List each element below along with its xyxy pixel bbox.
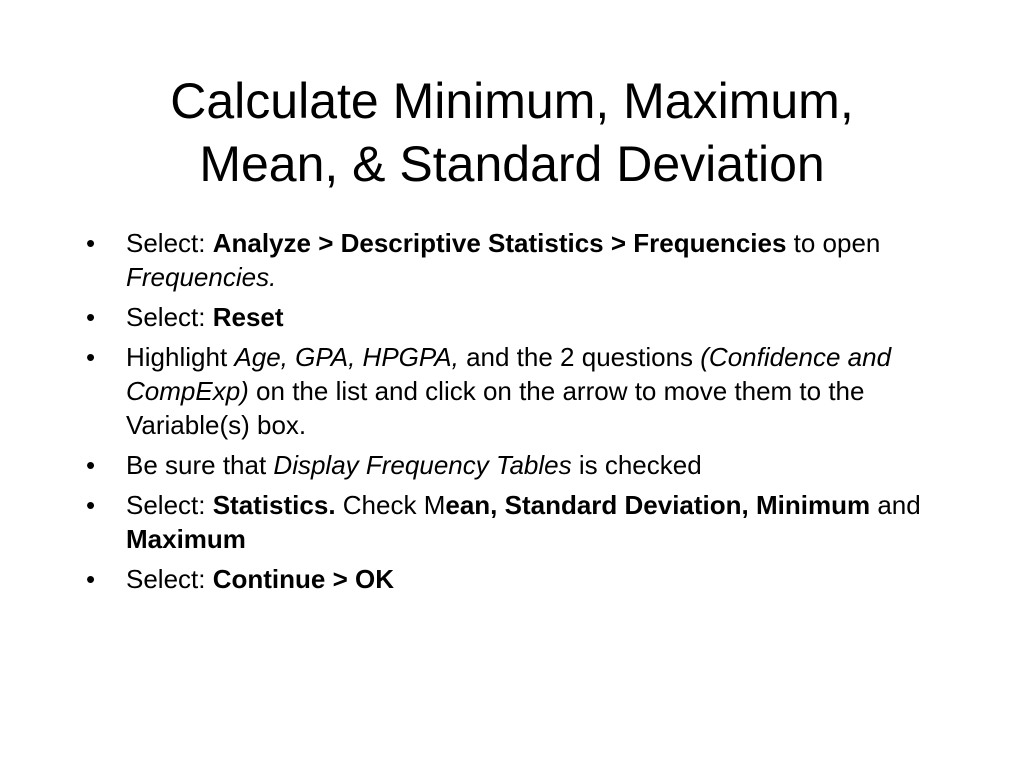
bullet-dot-icon: •	[86, 302, 96, 332]
bullet-text-segment: ean, Standard Deviation, Minimum	[445, 490, 871, 520]
bullet-text	[126, 302, 284, 332]
bullet-text-segment: Analyze > Descriptive Statistics > Frequencies	[212, 228, 787, 258]
bullet-text-segment: Age, GPA, HPGPA,	[234, 342, 459, 372]
bullet-text-segment: Display Frequency Tables	[273, 450, 572, 480]
bullet-text-segment: Be sure that	[126, 450, 274, 480]
bullet-text	[126, 490, 921, 554]
bullet-dot-icon: •	[86, 342, 96, 372]
bullet-text-segment: Select:	[126, 302, 213, 332]
slide-title-line-2: Mean, & Standard Deviation	[199, 136, 825, 192]
bullet-dot-icon: •	[86, 450, 96, 480]
bullet-text-segment: and the 2 questions	[458, 342, 701, 372]
bullet-dot-icon: •	[86, 228, 96, 258]
bullet-text-segment: on the list and click on the arrow to move them to the Variable(s) box.	[126, 376, 865, 440]
bullet-text-segment: (Confidence and CompExp)	[126, 342, 892, 406]
bullet-text-segment: is checked	[571, 450, 702, 480]
bullet-text-segment: Frequencies.	[126, 262, 277, 292]
bullet-text-segment: Select:	[126, 228, 213, 258]
bullet-dot-icon: •	[86, 490, 96, 520]
bullet-text-segment: Check M	[335, 490, 446, 520]
bullet-dot-icon: •	[86, 564, 96, 594]
bullet-text-segment: Continue > OK	[212, 564, 394, 594]
slide-title-line-1: Calculate Minimum, Maximum,	[170, 73, 854, 129]
slide-title	[60, 70, 964, 196]
bullet-text-segment: Statistics.	[212, 490, 336, 520]
bullet-text	[126, 228, 880, 292]
bullet-text	[126, 342, 891, 440]
bullet-item	[86, 340, 946, 442]
bullet-text-segment: Maximum	[126, 524, 246, 554]
bullet-list	[86, 226, 946, 602]
bullet-text	[126, 564, 394, 594]
bullet-item	[86, 562, 946, 596]
bullet-item	[86, 448, 946, 482]
bullet-item	[86, 300, 946, 334]
bullet-text-segment: Select:	[126, 564, 213, 594]
bullet-text-segment: Reset	[212, 302, 284, 332]
bullet-text	[126, 450, 702, 480]
bullet-text-segment: and	[870, 490, 921, 520]
bullet-text-segment: to open	[786, 228, 881, 258]
bullet-text-segment: Select:	[126, 490, 213, 520]
bullet-item	[86, 488, 946, 556]
bullet-text-segment: Highlight	[126, 342, 235, 372]
bullet-item	[86, 226, 946, 294]
